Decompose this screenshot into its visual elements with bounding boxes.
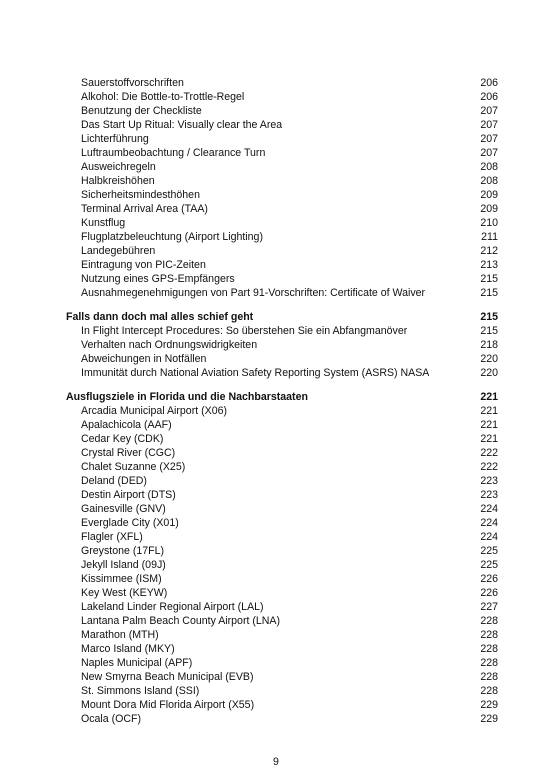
- toc-entry-page: 209: [480, 189, 498, 201]
- toc-group: [66, 310, 498, 380]
- toc-entry-title: Marathon (MTH): [81, 629, 159, 641]
- toc-entry[interactable]: [66, 516, 498, 530]
- toc-entry-title: Destin Airport (DTS): [81, 489, 176, 501]
- toc-entry-title: Kunstflug: [81, 217, 126, 229]
- toc-entry-title: Cedar Key (CDK): [81, 433, 164, 445]
- toc-entry-page: 215: [480, 273, 498, 285]
- toc-entry-title: Lakeland Linder Regional Airport (LAL): [81, 601, 264, 613]
- toc-entry-page: 228: [480, 629, 498, 641]
- toc-entry[interactable]: [66, 352, 498, 366]
- toc-entry[interactable]: [66, 628, 498, 642]
- toc-entry[interactable]: [66, 586, 498, 600]
- toc-entry[interactable]: [66, 544, 498, 558]
- toc-entry-title: Everglade City (X01): [81, 517, 179, 529]
- toc-entry[interactable]: [66, 432, 498, 446]
- toc-entry-page: 207: [480, 147, 498, 159]
- toc-entry[interactable]: [66, 502, 498, 516]
- toc-entry-page: 224: [480, 517, 498, 529]
- toc-entry-title: Nutzung eines GPS-Empfängers: [81, 273, 235, 285]
- toc-entry-title: Ausnahmegenehmigungen von Part 91-Vorschriften: Certificate of Waiver: [81, 287, 426, 299]
- toc-entry-title: Gainesville (GNV): [81, 503, 166, 515]
- toc-entry[interactable]: [66, 90, 498, 104]
- toc-entry-title: Flagler (XFL): [81, 531, 143, 543]
- toc-entry-title: Crystal River (CGC): [81, 447, 176, 459]
- toc-group: [66, 76, 498, 300]
- toc-entry[interactable]: [66, 670, 498, 684]
- toc-entry[interactable]: [66, 272, 498, 286]
- toc-section-page: 215: [480, 311, 498, 323]
- toc-entry-page: 209: [480, 203, 498, 215]
- toc-entry-page: 224: [480, 531, 498, 543]
- toc-entry[interactable]: [66, 338, 498, 352]
- toc-entry[interactable]: [66, 460, 498, 474]
- toc-section-title: Falls dann doch mal alles schief geht: [66, 311, 254, 323]
- toc-entry-page: 208: [480, 175, 498, 187]
- toc-entry-page: 223: [480, 475, 498, 487]
- toc-entry-title: Naples Municipal (APF): [81, 657, 193, 669]
- toc-entry[interactable]: [66, 446, 498, 460]
- table-of-contents: [66, 76, 498, 726]
- toc-entry-page: 226: [480, 587, 498, 599]
- toc-entry[interactable]: [66, 600, 498, 614]
- toc-entry[interactable]: [66, 712, 498, 726]
- toc-section-heading[interactable]: [66, 390, 498, 404]
- toc-entry[interactable]: [66, 104, 498, 118]
- toc-entry-page: 225: [480, 545, 498, 557]
- toc-entry-page: 222: [480, 461, 498, 473]
- toc-entry-title: Apalachicola (AAF): [81, 419, 172, 431]
- toc-entry[interactable]: [66, 614, 498, 628]
- toc-entry-title: Sicherheitsmindesthöhen: [81, 189, 200, 201]
- toc-entry-title: Deland (DED): [81, 475, 147, 487]
- toc-entry-title: Greystone (17FL): [81, 545, 165, 557]
- toc-entry[interactable]: [66, 202, 498, 216]
- toc-entry-title: Lichterführung: [81, 133, 149, 145]
- toc-entry-page: 218: [480, 339, 498, 351]
- toc-entry[interactable]: [66, 286, 498, 300]
- toc-entry[interactable]: [66, 132, 498, 146]
- toc-entry-title: Landegebühren: [81, 245, 156, 257]
- toc-entry-page: 222: [480, 447, 498, 459]
- toc-entry-title: Eintragung von PIC-Zeiten: [81, 259, 206, 271]
- toc-entry-page: 228: [480, 657, 498, 669]
- toc-entry[interactable]: [66, 474, 498, 488]
- toc-entry-page: 228: [480, 615, 498, 627]
- toc-entry-page: 224: [480, 503, 498, 515]
- toc-entry[interactable]: [66, 174, 498, 188]
- toc-entry[interactable]: [66, 530, 498, 544]
- toc-entry-page: 227: [480, 601, 498, 613]
- toc-entry-title: Alkohol: Die Bottle-to-Trottle-Regel: [81, 91, 245, 103]
- toc-entry[interactable]: [66, 160, 498, 174]
- toc-entry-title: Abweichungen in Notfällen: [81, 353, 207, 365]
- toc-entry-title: Flugplatzbeleuchtung (Airport Lighting): [81, 231, 263, 243]
- toc-entry-page: 220: [480, 367, 498, 379]
- toc-entry[interactable]: [66, 118, 498, 132]
- toc-entry-title: New Smyrna Beach Municipal (EVB): [81, 671, 254, 683]
- toc-entry[interactable]: [66, 76, 498, 90]
- toc-entry-page: 221: [480, 419, 498, 431]
- toc-entry-title: In Flight Intercept Procedures: So überstehen Sie ein Abfangmanöver: [81, 325, 408, 337]
- toc-entry[interactable]: [66, 366, 498, 380]
- toc-entry-page: 229: [480, 699, 498, 711]
- toc-entry-page: 223: [480, 489, 498, 501]
- toc-entry[interactable]: [66, 216, 498, 230]
- toc-entry[interactable]: [66, 404, 498, 418]
- toc-entry-title: Das Start Up Ritual: Visually clear the Area: [81, 119, 283, 131]
- toc-entry-title: Verhalten nach Ordnungswidrigkeiten: [81, 339, 258, 351]
- toc-entry-page: 213: [480, 259, 498, 271]
- toc-entry-page: 211: [481, 231, 498, 243]
- toc-entry-page: 210: [480, 217, 498, 229]
- page-number: 9: [273, 756, 279, 768]
- toc-entry[interactable]: [66, 656, 498, 670]
- toc-entry-title: Marco Island (MKY): [81, 643, 175, 655]
- toc-entry[interactable]: [66, 572, 498, 586]
- toc-section-heading[interactable]: [66, 310, 498, 324]
- toc-entry[interactable]: [66, 488, 498, 502]
- toc-entry-title: Benutzung der Checkliste: [81, 105, 202, 117]
- toc-entry-title: Immunität durch National Aviation Safety Reporting System (ASRS) NASA: [81, 367, 430, 379]
- toc-entry-title: Ocala (OCF): [81, 713, 142, 725]
- toc-section-page: 221: [480, 391, 498, 403]
- toc-entry-title: Lantana Palm Beach County Airport (LNA): [81, 615, 281, 627]
- toc-entry-title: Jekyll Island (09J): [81, 559, 166, 571]
- toc-entry-page: 215: [480, 287, 498, 299]
- toc-entry-page: 228: [480, 643, 498, 655]
- toc-group: [66, 390, 498, 726]
- toc-entry-page: 226: [480, 573, 498, 585]
- toc-entry[interactable]: [66, 258, 498, 272]
- toc-entry-title: Luftraumbeobachtung / Clearance Turn: [81, 147, 266, 159]
- toc-entry-title: Key West (KEYW): [81, 587, 168, 599]
- toc-entry[interactable]: [66, 558, 498, 572]
- toc-entry-title: Sauerstoffvorschriften: [81, 77, 184, 89]
- toc-entry[interactable]: [66, 642, 498, 656]
- toc-entry-page: 207: [480, 133, 498, 145]
- toc-entry[interactable]: [66, 684, 498, 698]
- toc-entry[interactable]: [66, 244, 498, 258]
- toc-entry-page: 220: [480, 353, 498, 365]
- toc-entry-page: 225: [480, 559, 498, 571]
- toc-entry-page: 206: [480, 77, 498, 89]
- toc-entry-title: St. Simmons Island (SSI): [81, 685, 200, 697]
- toc-entry-title: Chalet Suzanne (X25): [81, 461, 186, 473]
- toc-entry-page: 208: [480, 161, 498, 173]
- toc-entry-page: 215: [480, 325, 498, 337]
- toc-entry[interactable]: [66, 188, 498, 202]
- toc-entry[interactable]: [66, 698, 498, 712]
- toc-entry-title: Ausweichregeln: [81, 161, 156, 173]
- toc-entry-page: 221: [480, 433, 498, 445]
- toc-entry-page: 206: [480, 91, 498, 103]
- toc-entry-title: Kissimmee (ISM): [81, 573, 162, 585]
- toc-section-title: Ausflugsziele in Florida und die Nachbarstaaten: [66, 391, 308, 403]
- toc-entry-title: Halbkreishöhen: [81, 175, 155, 187]
- toc-entry-title: Mount Dora Mid Florida Airport (X55): [81, 699, 255, 711]
- toc-entry-title: Terminal Arrival Area (TAA): [81, 203, 208, 215]
- toc-entry[interactable]: [66, 418, 498, 432]
- toc-entry-title: Arcadia Municipal Airport (X06): [81, 405, 228, 417]
- toc-entry[interactable]: [66, 324, 498, 338]
- toc-entry-page: 229: [480, 713, 498, 725]
- toc-entry-page: 212: [480, 245, 498, 257]
- toc-entry-page: 228: [480, 671, 498, 683]
- toc-entry-page: 207: [480, 119, 498, 131]
- toc-entry-page: 207: [480, 105, 498, 117]
- toc-entry[interactable]: [66, 146, 498, 160]
- toc-entry-page: 228: [480, 685, 498, 697]
- toc-entry-page: 221: [480, 405, 498, 417]
- toc-entry[interactable]: [66, 230, 498, 244]
